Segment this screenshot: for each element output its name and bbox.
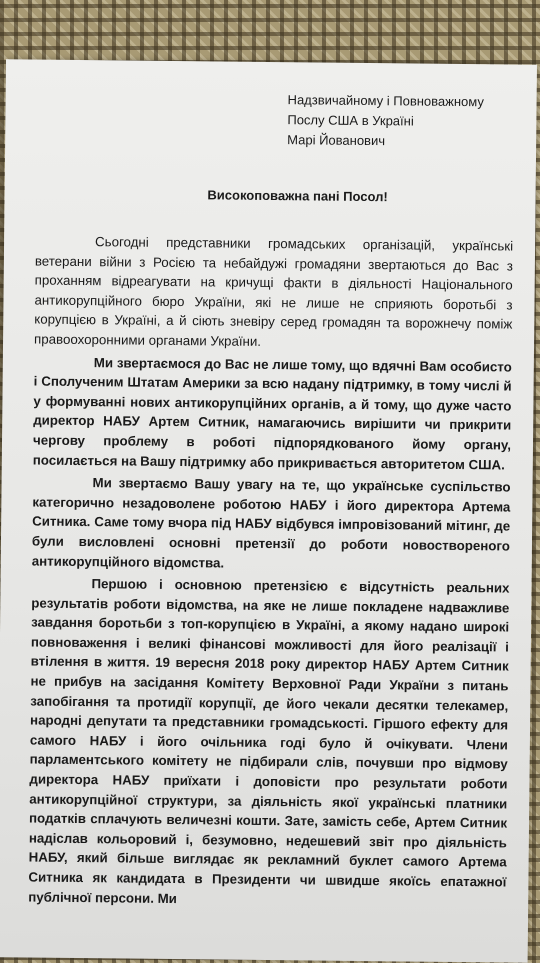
paragraph-3: Ми звертаємо Вашу увагу на те, що українське суспільство категорично незадоволене роботою НАБУ і його директора Артема Ситника. Саме тому вчора під НАБУ відбувся імпровізований мітинг, де були висловлені основні претензії до роботи новоствореного антикорупційного відомства. (31, 475, 511, 571)
addressee-line-1: Надзвичайному і Повноважному (287, 92, 484, 110)
addressee-line-2: Послу США в Україні (287, 112, 414, 129)
salutation: Високоповажна пані Посол! (207, 187, 388, 205)
letter-body (28, 232, 513, 915)
letter-page (0, 59, 537, 963)
addressee-block (287, 90, 484, 152)
paragraph-2: Ми звертаємося до Вас не лише тому, що вдячні Вам особисто і Сполученим Штатам Америки за всю надану підтримку, в тому числі й у формуванні нових антикорупційних органів, а й тому, що дуже часто директор НАБУ Артем Ситник, намагаючись вирішити чи прикрити чергову проблему в роботі підпорядкованого йому органу, посилається на Вашу підтримку або прикривається авторитетом США. (32, 354, 512, 472)
addressee-line-3: Марі Йованович (287, 132, 386, 149)
paragraph-4: Першою і основною претензією є відсутність реальних результатів роботи відомства, на яке не лише покладене надважливе завдання боротьби з топ-корупцією в Україні, а якому надано широкі повноваження і великі фінансові можливості для його реалізації і втілення в життя. 19 вересня 2018 року директор НАБУ Артем Ситник не прибув на засідання Комітету Верховної Ради України з питань запобігання та протидії корупції, де його чекали десятки телекамер, народні депутати та представники громадськості. Гіршого ефекту для самого НАБУ і його очільника годі було й очікувати. Члени парламентського комітету не підбирали слів, почувши про відмову директора НАБУ приїхати і доповісти про результати роботи антикорупційної структури, за діяльність якої українські платники податків сплачують величезні кошти. Зате, замість себе, Артем Ситник надіслав кольоровий і, безумовно, недешевий звіт про діяльність НАБУ, який більше виглядає як рекламний буклет самого Артема Ситника як кандидата в Президенти чи швидше якоїсь епатажної публічної персони. Ми (28, 576, 510, 906)
paragraph-1: Сьогодні представники громадських організацій, українські ветерани війни з Росією та небайдужі громадяни звертаються до Вас з проханням відреагувати на кричущі факти в діяльності Національного антикорупційного бюро України, які не лише не сприяють боротьбі з корупцією в Україні, а й сіють зневіру серед громадян та ворожнечу поміж правоохоронними органами України. (34, 234, 514, 349)
